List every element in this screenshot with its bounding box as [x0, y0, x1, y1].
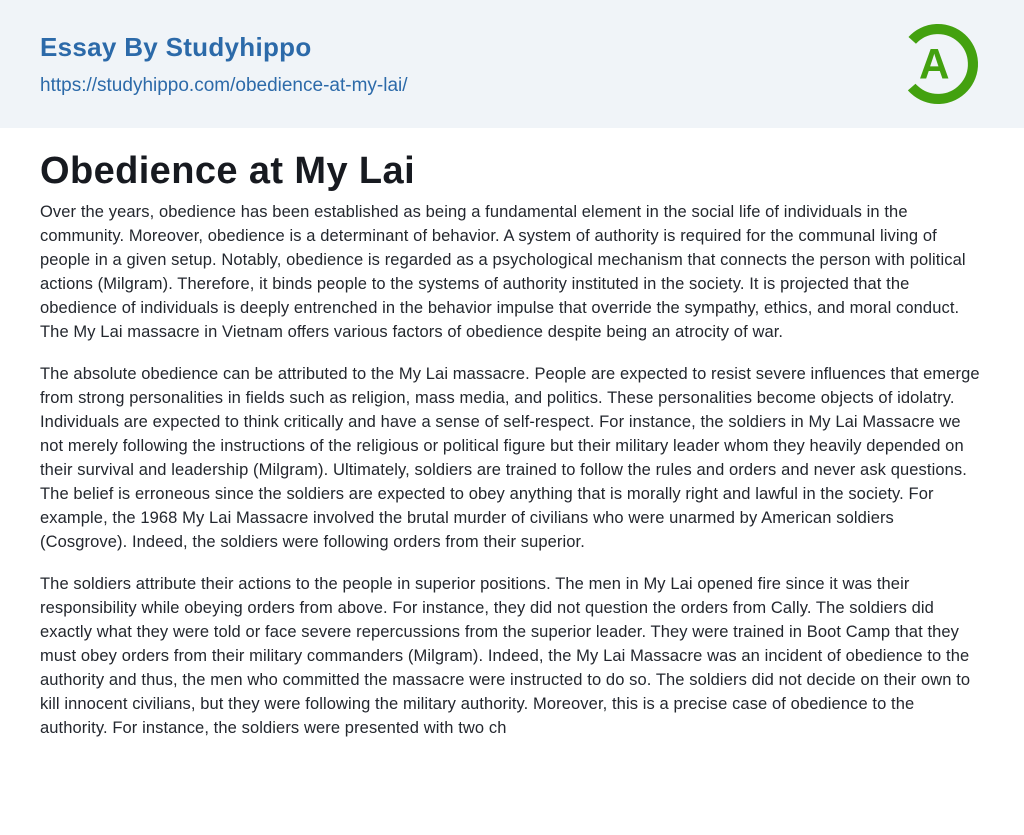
- header-text-block: [40, 32, 408, 97]
- essay-paragraph-2: The absolute obedience can be attributed to the My Lai massacre. People are expected to resist severe influences that emerge from strong personalities in fields such as religion, mass media, and politics. These personalities become objects of idolatry. Individuals are expected to think critically and have a sense of self-respect. For instance, the soldiers in My Lai Massacre we not merely following the instructions of the religious or political figure but their military leader whom they heavily depended on their survival and leadership (Milgram). Ultimately, soldiers are trained to follow the rules and orders and never ask questions. The belief is erroneous since the soldiers are expected to obey anything that is morally right and lawful in the society. For example, the 1968 My Lai Massacre involved the brutal murder of civilians who were unarmed by American soldiers (Cosgrove). Indeed, the soldiers were following orders from their superior.: [40, 365, 980, 551]
- logo-letter: A: [919, 40, 950, 88]
- essay-paragraph-1: Over the years, obedience has been established as being a fundamental element in the social life of individuals in the community. Moreover, obedience is a determinant of behavior. A system of authority is required for the communal living of people in a given setup. Notably, obedience is regarded as a psychological mechanism that connects the person with political actions (Milgram). Therefore, it binds people to the systems of authority instituted in the society. It is projected that the obedience of individuals is deeply entrenched in the behavior impulse that override the sympathy, ethics, and moral conduct. The My Lai massacre in Vietnam offers various factors of obedience despite being an atrocity of war.: [40, 203, 966, 341]
- page-header: [0, 0, 1024, 128]
- essay-paragraph-3: The soldiers attribute their actions to the people in superior positions. The men in My Lai opened fire since it was their responsibility while obeying orders from above. For instance, they did not question the orders from Cally. The soldiers did exactly what they were told or face severe repercussions from the superior leader. They were trained in Boot Camp that they must obey orders from their military commanders (Milgram). Indeed, the My Lai Massacre was an incident of obedience to the authority and thus, the men who committed the massacre were instructed to do so. The soldiers did not decide on their own to kill innocent civilians, but they were following the military authority. Moreover, this is a precise case of obedience to the authority. For instance, the soldiers were presented with two ch: [40, 575, 971, 737]
- essay-body: [0, 149, 1024, 740]
- essay-byline: Essay By Studyhippo: [40, 31, 312, 62]
- essay-url-link[interactable]: https://studyhippo.com/obedience-at-my-lai/: [40, 74, 408, 96]
- studyhippo-logo-icon: [892, 18, 984, 110]
- page-title: Obedience at My Lai: [40, 150, 416, 192]
